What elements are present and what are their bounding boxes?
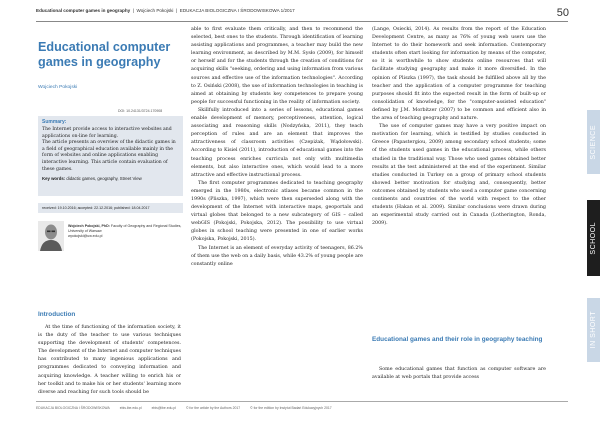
header-rule bbox=[36, 21, 568, 22]
col3-paragraph-2: The use of computer games may have a very positive impact on motivation for learning, which is testified by studies conducted in Greece (Papastergiou, 2009) among secondary school students; some of the students used games in the educational process, while others studied in the traditional way. Those who used games obtained better results at the test administered at the end of the experiment. Similar studies conducted in Turkey on a group of primary school students showed better motivation for studying and, consequently, better outcomes obtained by students who used a computer game concerning continents and countries of the world with respect to the other students (Hakan et al. 2009). Similar conclusions were drawn during an experimental study carried out in Canada (Lotherington, Ronda, 2009). bbox=[372, 124, 546, 227]
header-author: Wojciech Pokojski bbox=[136, 8, 174, 13]
intro-column bbox=[38, 324, 181, 400]
footer bbox=[36, 406, 568, 410]
running-header: Educational computer games in geography | Wojciech Pokojski | EDUKACJA BIOLOGICZNA I ŚRODOWISKOWA 1/2017 bbox=[36, 8, 295, 13]
col2-paragraph-1: able to first evaluate them critically, and then to recommend the selected, best ones to the students. Through identification of learning assisting applications and programmes, a teacher may build the new learning environment, as described by M.M. Sysło (2009), for himself or herself and for the students through the creation of conditions for acquiring skills "seeking, ordering and using information from various sources and effective use of the information technologies". According to Z. Osiński (2008), the use of information technologies in teaching is aimed at obtaining by students key competences to prepare young people for successful functioning in the reality of information society. bbox=[191, 27, 363, 105]
doi: DOI: 10.24131/3724.170908 bbox=[118, 109, 163, 113]
bio-name: Wojciech Pokojski, PhD: bbox=[68, 224, 110, 228]
author-bio bbox=[68, 224, 184, 240]
summary-heading: Summary: bbox=[42, 119, 67, 125]
footer-edition: © for the edition by Instytut Badań Edukacyjnych 2017 bbox=[250, 406, 332, 410]
footer-email[interactable]: ebis@ibe.edu.pl bbox=[151, 406, 176, 410]
col3-paragraph-1: (Lange, Osiecki, 2014). As results from the report of the Education Development Centre, as many as 76% of young web users use the Internet to do their homework and seek information. Contemporary students often start looking for information by means of the computer, so it is worthwhile to show students online resources that will facilitate studying geography and make it more diversified. In the opinion of Pliszka (1997), the task should be fulfilled above all by the teacher and the application of a computer programme for teaching purposes should fit into the expected result in the form of built-up or consolidation of knowledge, for the "computer-assisted education" defined by J.M. Morbitzer (2007) to be common and efficient also in the area of teaching geography and nature. bbox=[372, 27, 546, 122]
col2-paragraph-2: Skillfully introduced into a series of lessons, educational games enable development of memory, perceptiveness, attention, logical associating and reasoning skills (Nodzyńska, 2011), they teach perception of rules and are an element that improves the attractiveness of classroom activities (Czepiżak, Wądołowski). According to Kisiel (2011), introduction of educational games into the teaching process enriches curricula not only with multimedia elements, but also interactive ones, which would lead to a more attractive and effective instructional process. bbox=[191, 107, 363, 178]
article-author: Wojciech Pokojski bbox=[38, 85, 78, 90]
tab-school[interactable]: SCHOOL bbox=[587, 200, 600, 276]
summary-box bbox=[38, 116, 183, 196]
bio-email[interactable]: wpokojski@uw.edu.pl bbox=[68, 234, 103, 239]
keywords-value: didactic games, geography, Street View bbox=[66, 176, 142, 182]
publication-dates: received: 19.10.2016; accepted: 22.12.2016; published: 18.04.2017 bbox=[38, 203, 183, 213]
author-photo bbox=[38, 221, 64, 251]
column-middle bbox=[191, 26, 363, 399]
page-number: 50 bbox=[556, 7, 569, 19]
article-title: Educational computer games in geography bbox=[38, 40, 171, 70]
header-journal: EDUKACJA BIOLOGICZNA I ŚRODOWISKOWA 1/2017 bbox=[179, 8, 295, 13]
col2-paragraph-4: The Internet is an element of everyday activity of teenagers, 86.2% of them use the web on a daily basis, while 43.2% of young people are constantly online bbox=[191, 245, 363, 267]
keywords bbox=[42, 176, 179, 182]
footer-copyright: © for the article by the Authors 2017 bbox=[185, 406, 241, 410]
tab-science[interactable]: SCIENCE bbox=[587, 110, 600, 174]
col2-paragraph-3: The first computer programmes dedicated to teaching geography emerged in the 1980s, electronic atlases became common in the 1990s (Pliszka, 1997), which were then superseded along with the development of the Internet with interactive maps, geoportals and virtual globes that belonged to a new subcategory of GIS – called webGIS (Pokojski, Pokojska, 2012). The possibility to use virtual globes in school teaching were presented in one of earlier works (Pokojska, Pokojski, 2015). bbox=[191, 180, 363, 243]
footer-site[interactable]: ebis.ibe.edu.pl bbox=[119, 406, 142, 410]
column-right-bottom bbox=[372, 366, 546, 400]
bio-text: Faculty of Geography and Regional Studies, University of Warsaw bbox=[68, 224, 182, 234]
footer-journal: EDUKACJA BIOLOGICZNA I ŚRODOWISKOWA bbox=[36, 406, 110, 410]
header-section: Educational computer games in geography bbox=[36, 8, 131, 13]
footer-rule bbox=[36, 401, 568, 402]
section-educational-games: Educational games and their role in geography teaching bbox=[372, 336, 543, 343]
summary-p2: The article presents an overview of the didactic games in a field of geographical education available mainly in the form of websites and online applications enabling interactive learning. This article contain evaluation of these games. bbox=[42, 140, 176, 172]
summary-p1: The Internet provide access to interactive websites and applications on-line for learning. bbox=[42, 127, 172, 139]
section-introduction: Introduction bbox=[38, 311, 76, 318]
intro-paragraph: At the time of functioning of the information society, it is the duty of the teacher to use various techniques supporting the development of students' competences. The development of the Internet and computer techniques has contributed to many ingenious applications and programmes dedicated to conveying information and acquiring knowledge. A teacher willing to enrich his or her toolkit and to make his or her students' learning more diverse and reaching for such tools should be bbox=[38, 325, 181, 395]
col3-paragraph-3: Some educational games that function as computer software are available at web portals that provide access bbox=[372, 367, 546, 381]
tab-in-short[interactable]: IN SHORT bbox=[587, 298, 600, 362]
keywords-label: Key words: bbox=[42, 176, 66, 182]
column-right-top bbox=[372, 26, 546, 327]
